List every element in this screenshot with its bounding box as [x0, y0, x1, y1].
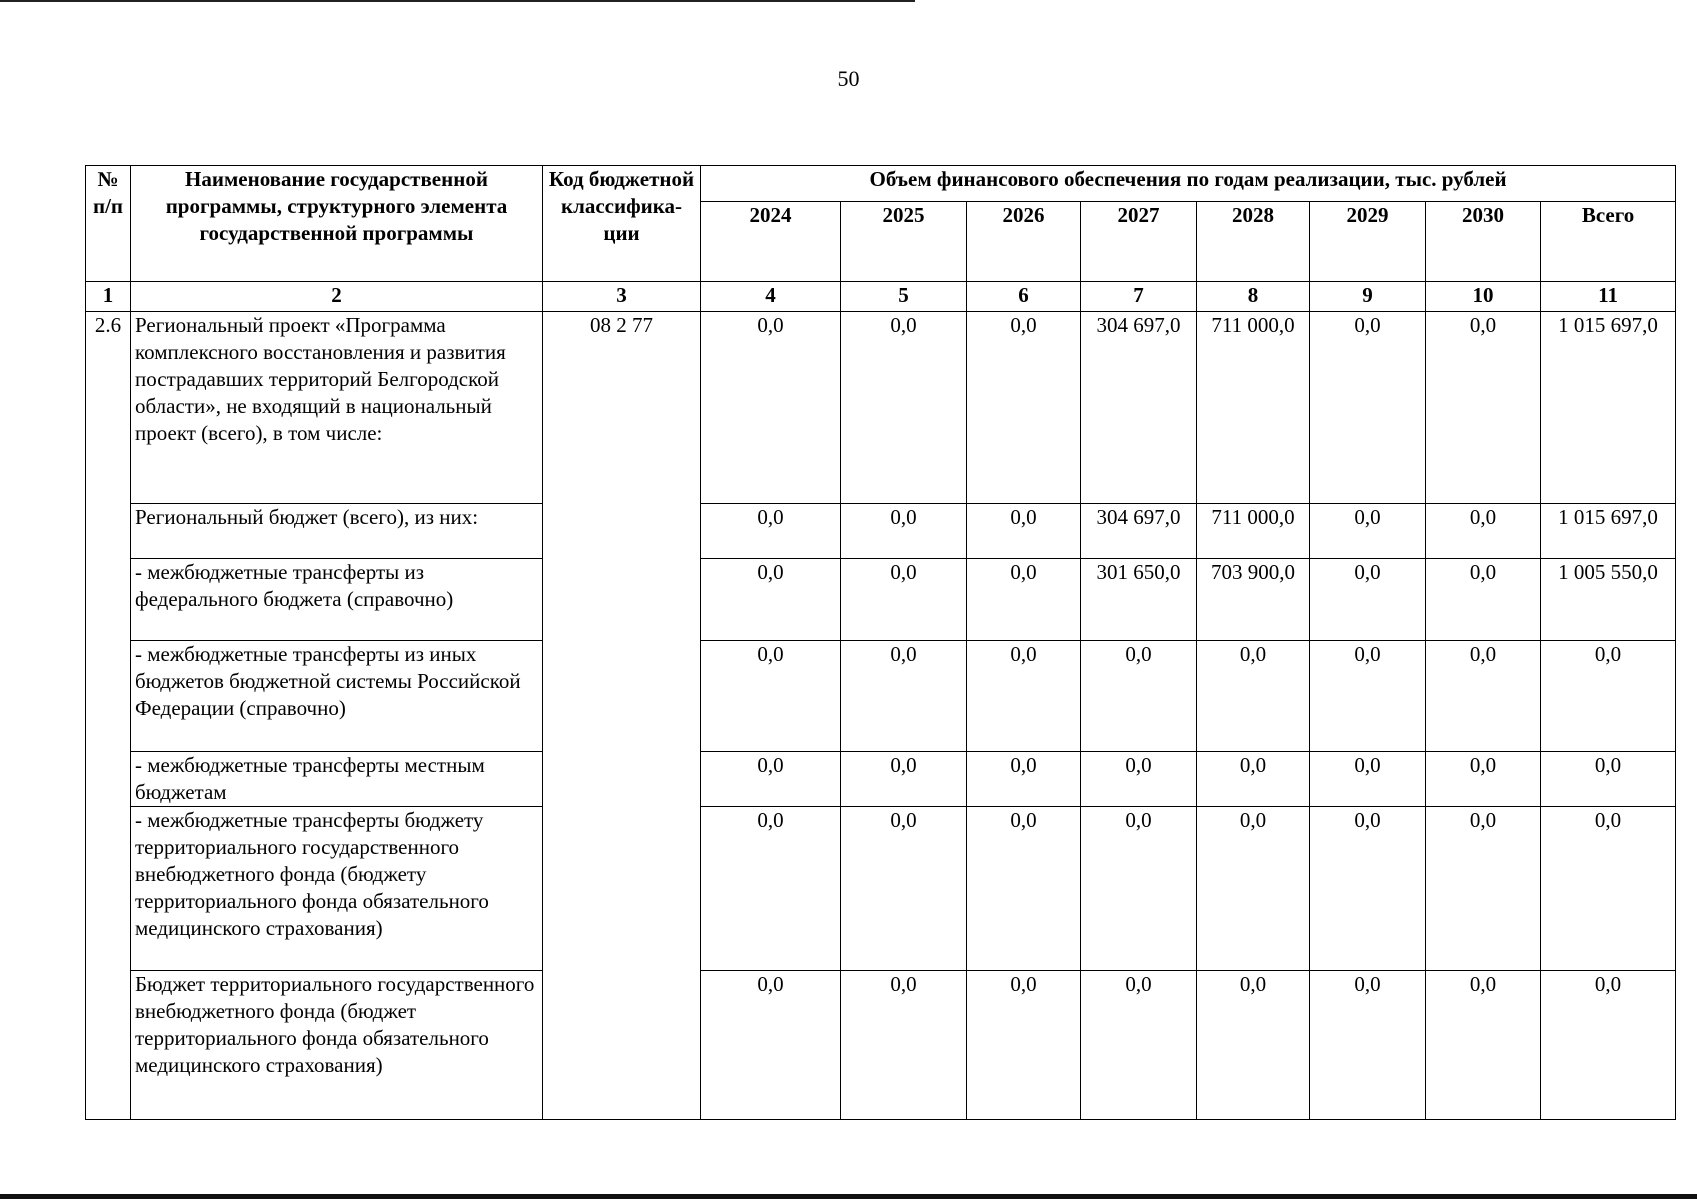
- cell-value: 0,0: [1310, 970, 1426, 1119]
- cell-value: 0,0: [1197, 641, 1310, 751]
- header-year: 2026: [967, 202, 1081, 282]
- row-name: - межбюджетные трансферты бюджету территориального государственного внебюджетного фонда (бюджету территориального фонда обязательного медицинского страхования): [131, 806, 543, 970]
- column-number: 11: [1541, 282, 1676, 312]
- cell-value: 301 650,0: [1081, 559, 1197, 641]
- header-year: 2028: [1197, 202, 1310, 282]
- header-year: 2029: [1310, 202, 1426, 282]
- cell-value: 304 697,0: [1081, 312, 1197, 504]
- table-row: [86, 641, 1676, 751]
- column-number: 4: [701, 282, 841, 312]
- row-name: - межбюджетные трансферты местным бюджетам: [131, 751, 543, 806]
- cell-value: 0,0: [841, 559, 967, 641]
- column-number: 6: [967, 282, 1081, 312]
- cell-total: 1 005 550,0: [1541, 559, 1676, 641]
- cell-value: 0,0: [841, 806, 967, 970]
- cell-value: 0,0: [1081, 751, 1197, 806]
- cell-value: 0,0: [701, 806, 841, 970]
- cell-value: 0,0: [841, 751, 967, 806]
- scan-edge-top: [0, 0, 915, 2]
- row-number: 2.6: [86, 312, 131, 1120]
- page-number: 50: [837, 66, 860, 91]
- table-row: [86, 312, 1676, 504]
- cell-value: 0,0: [1426, 970, 1541, 1119]
- cell-value: 0,0: [1081, 806, 1197, 970]
- cell-value: 0,0: [701, 641, 841, 751]
- cell-value: 0,0: [967, 312, 1081, 504]
- column-number: 2: [131, 282, 543, 312]
- column-number: 5: [841, 282, 967, 312]
- cell-value: 0,0: [1426, 312, 1541, 504]
- cell-value: 0,0: [1310, 559, 1426, 641]
- cell-total: 1 015 697,0: [1541, 504, 1676, 559]
- cell-value: 703 900,0: [1197, 559, 1310, 641]
- cell-value: 0,0: [967, 641, 1081, 751]
- scan-edge-bottom: [0, 1194, 1697, 1199]
- cell-value: 0,0: [1197, 970, 1310, 1119]
- cell-value: 0,0: [1310, 751, 1426, 806]
- cell-value: 0,0: [1197, 806, 1310, 970]
- cell-value: 0,0: [1426, 751, 1541, 806]
- cell-value: 711 000,0: [1197, 504, 1310, 559]
- cell-value: 0,0: [1310, 806, 1426, 970]
- column-number: 9: [1310, 282, 1426, 312]
- cell-total: 0,0: [1541, 641, 1676, 751]
- cell-value: 0,0: [1310, 641, 1426, 751]
- cell-value: 0,0: [967, 970, 1081, 1119]
- header-year: 2027: [1081, 202, 1197, 282]
- cell-value: 0,0: [967, 559, 1081, 641]
- cell-value: 0,0: [1310, 504, 1426, 559]
- financing-table: [85, 165, 1676, 1120]
- cell-value: 0,0: [841, 641, 967, 751]
- cell-value: 0,0: [1426, 641, 1541, 751]
- header-col-no: № п/п: [86, 166, 131, 282]
- row-name: Бюджет территориального государственного внебюджетного фонда (бюджет территориального фонда обязательного медицинского страхования): [131, 970, 543, 1119]
- cell-value: 0,0: [967, 806, 1081, 970]
- table-row: [86, 970, 1676, 1119]
- budget-code: 08 2 77: [543, 312, 701, 1120]
- header-col-name: Наименование государственной программы, структурного элемента государственной программы: [131, 166, 543, 282]
- cell-value: 0,0: [841, 504, 967, 559]
- row-name: Региональный бюджет (всего), из них:: [131, 504, 543, 559]
- cell-value: 0,0: [1426, 559, 1541, 641]
- row-name: - межбюджетные трансферты из федерального бюджета (справочно): [131, 559, 543, 641]
- header-col-code: Код бюджетной классифика- ции: [543, 166, 701, 282]
- cell-value: 304 697,0: [1081, 504, 1197, 559]
- column-number: 10: [1426, 282, 1541, 312]
- table-row: [86, 504, 1676, 559]
- cell-value: 0,0: [1081, 641, 1197, 751]
- table-row: [86, 806, 1676, 970]
- cell-value: 0,0: [1426, 504, 1541, 559]
- cell-value: 0,0: [967, 751, 1081, 806]
- cell-value: 0,0: [967, 504, 1081, 559]
- cell-value: 0,0: [1197, 751, 1310, 806]
- header-col-volume: Объем финансового обеспечения по годам реализации, тыс. рублей: [701, 166, 1676, 202]
- cell-value: 0,0: [1426, 806, 1541, 970]
- row-name: - межбюджетные трансферты из иных бюджетов бюджетной системы Российской Федерации (справочно): [131, 641, 543, 751]
- table-row: [86, 751, 1676, 806]
- cell-value: 0,0: [701, 312, 841, 504]
- header-year: 2025: [841, 202, 967, 282]
- cell-value: 0,0: [701, 559, 841, 641]
- column-number: 1: [86, 282, 131, 312]
- table-row: [86, 559, 1676, 641]
- header-total: Всего: [1541, 202, 1676, 282]
- cell-total: 0,0: [1541, 806, 1676, 970]
- cell-value: 0,0: [701, 970, 841, 1119]
- cell-value: 0,0: [701, 504, 841, 559]
- cell-value: 0,0: [1310, 312, 1426, 504]
- cell-value: 0,0: [1081, 970, 1197, 1119]
- row-name: Региональный проект «Программа комплексного восстановления и развития пострадавших территорий Белгородской области», не входящий в национальный проект (всего), в том числе:: [131, 312, 543, 504]
- cell-value: 711 000,0: [1197, 312, 1310, 504]
- cell-total: 0,0: [1541, 970, 1676, 1119]
- column-number: 3: [543, 282, 701, 312]
- cell-value: 0,0: [841, 970, 967, 1119]
- header-year: 2024: [701, 202, 841, 282]
- cell-total: 0,0: [1541, 751, 1676, 806]
- column-number: 7: [1081, 282, 1197, 312]
- cell-total: 1 015 697,0: [1541, 312, 1676, 504]
- column-number: 8: [1197, 282, 1310, 312]
- cell-value: 0,0: [841, 312, 967, 504]
- cell-value: 0,0: [701, 751, 841, 806]
- header-year: 2030: [1426, 202, 1541, 282]
